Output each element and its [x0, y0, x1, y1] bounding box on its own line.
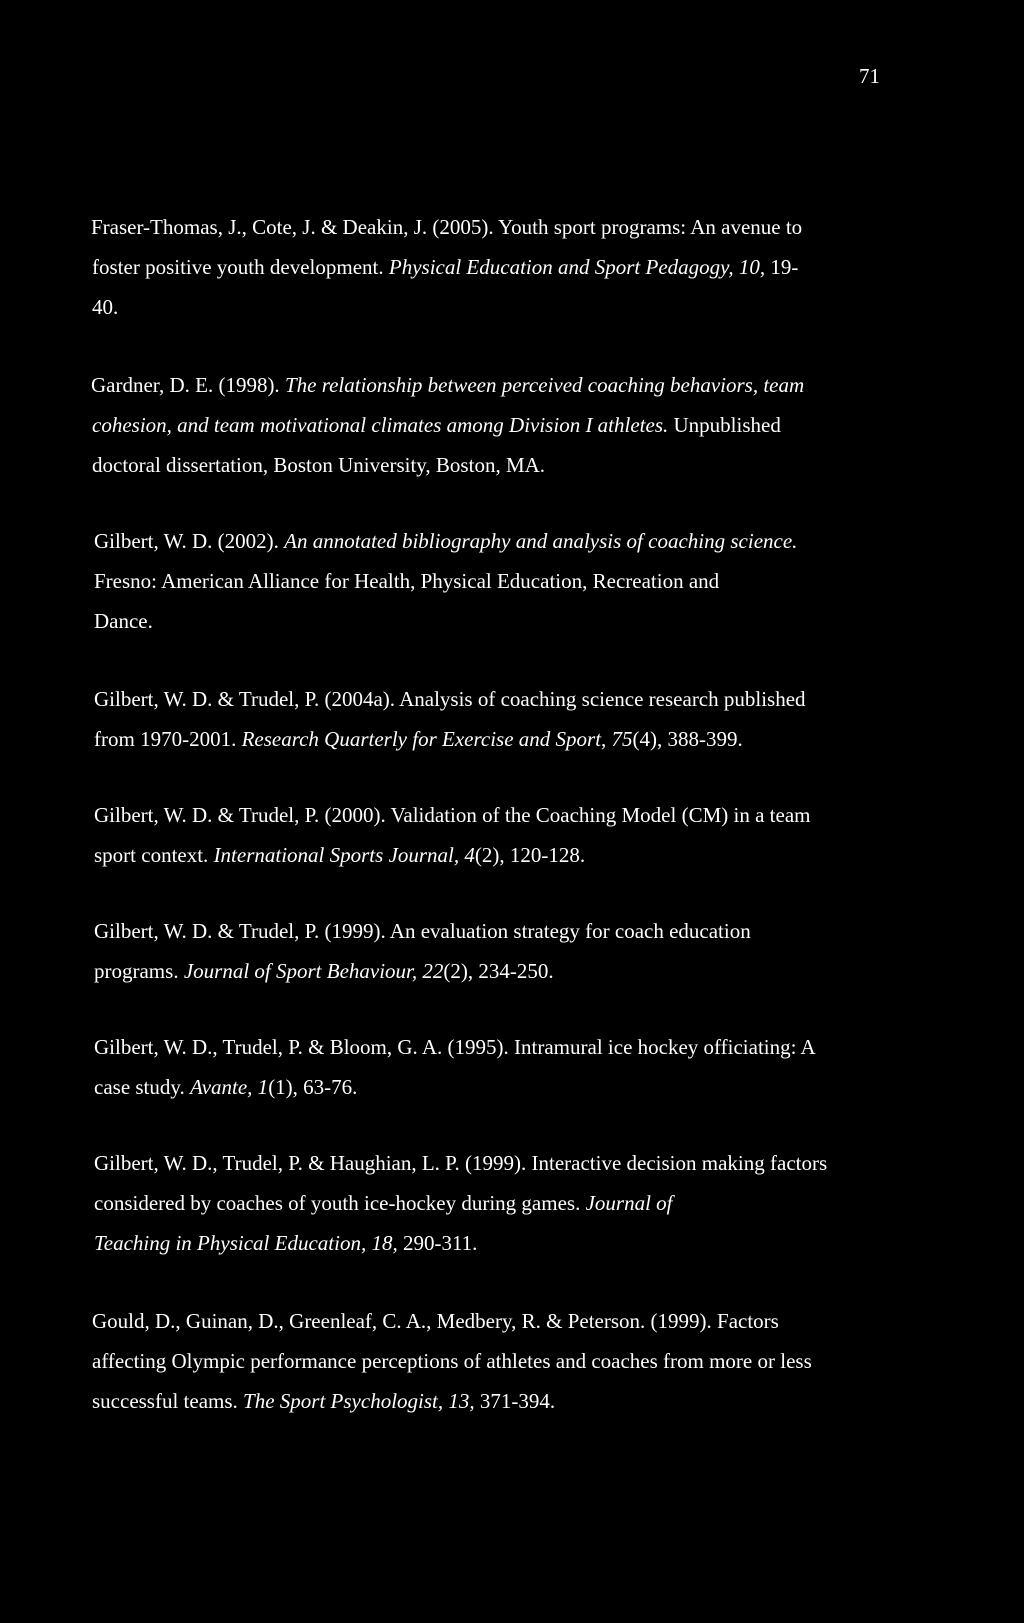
reference-first-line [91, 365, 884, 405]
reference-text: 40. [92, 295, 119, 319]
reference-continuation-line [92, 247, 884, 287]
reference-first-line [92, 1301, 884, 1341]
reference-entry [91, 207, 884, 327]
reference-italic-text: An annotated bibliography and analysis of coaching science. [284, 529, 798, 553]
reference-text: Gilbert, W. D., Trudel, P. & Haughian, L. P. (1999). Interactive decision making factors [94, 1151, 828, 1175]
reference-text: (2), 234-250. [443, 959, 554, 983]
reference-continuation-line [94, 561, 884, 601]
reference-entry [94, 1143, 884, 1263]
reference-text: Gilbert, W. D. & Trudel, P. (2004a). Analysis of coaching science research published [94, 687, 806, 711]
reference-text: foster positive youth development. [92, 255, 389, 279]
reference-italic-text: Journal of [585, 1191, 673, 1215]
reference-entry [91, 365, 884, 485]
reference-text: Gilbert, W. D. & Trudel, P. (1999). An evaluation strategy for coach education [94, 919, 751, 943]
reference-italic-text: Physical Education and Sport Pedagogy, 10, [388, 255, 766, 279]
reference-continuation-line [92, 287, 884, 327]
reference-continuation-line [92, 1341, 884, 1381]
reference-italic-text: International Sports Journal, 4 [213, 843, 475, 867]
reference-text: from 1970-2001. [94, 727, 242, 751]
reference-text: Fraser-Thomas, J., Cote, J. & Deakin, J. (2005). Youth sport programs: An avenue to [91, 215, 803, 239]
reference-text: considered by coaches of youth ice-hockey during games. [94, 1191, 586, 1215]
reference-text: 19- [765, 255, 799, 279]
reference-italic-text: The Sport Psychologist, 13, [243, 1389, 475, 1413]
reference-text: (2), 120-128. [474, 843, 586, 867]
reference-text: 290-311. [397, 1231, 478, 1255]
reference-continuation-line [94, 719, 884, 759]
reference-italic-text: Teaching in Physical Education, 18, [94, 1231, 398, 1255]
reference-first-line [94, 1143, 884, 1183]
reference-entry [94, 679, 884, 759]
reference-list [91, 207, 884, 1421]
reference-italic-text: cohesion, and team motivational climates among Division I athletes. [92, 413, 669, 437]
reference-entry [94, 911, 884, 991]
reference-first-line [94, 1027, 884, 1067]
reference-entry [94, 1027, 884, 1107]
reference-text: 371-394. [474, 1389, 556, 1413]
reference-text: Gilbert, W. D. (2002). [94, 529, 285, 553]
reference-text: (4), 388-399. [632, 727, 743, 751]
reference-text: (1), 63-76. [268, 1075, 358, 1099]
reference-continuation-line [92, 445, 884, 485]
reference-continuation-line [94, 835, 884, 875]
reference-first-line [94, 521, 884, 561]
reference-text: Gilbert, W. D. & Trudel, P. (2000). Validation of the Coaching Model (CM) in a team [94, 803, 811, 827]
reference-italic-text: Research Quarterly for Exercise and Sport, 75 [241, 727, 633, 751]
reference-italic-text: Journal of Sport Behaviour, 22 [183, 959, 444, 983]
reference-continuation-line [94, 1183, 884, 1223]
reference-text: Dance. [94, 609, 153, 633]
reference-entry [94, 1301, 884, 1421]
reference-italic-text: Avante, 1 [190, 1075, 269, 1099]
reference-entry [94, 521, 884, 641]
reference-text: case study. [94, 1075, 191, 1099]
page-number: 71 [859, 64, 880, 88]
reference-text: Fresno: American Alliance for Health, Physical Education, Recreation and [94, 569, 720, 593]
reference-text: doctoral dissertation, Boston University, Boston, MA. [92, 453, 546, 477]
reference-text: successful teams. [92, 1389, 244, 1413]
reference-text: Gardner, D. E. (1998). [91, 373, 285, 397]
reference-first-line [94, 795, 884, 835]
reference-text: affecting Olympic performance perceptions of athletes and coaches from more or less [92, 1349, 812, 1373]
reference-continuation-line [94, 1223, 884, 1263]
reference-italic-text: The relationship between perceived coaching behaviors, team [284, 373, 805, 397]
reference-entry [94, 795, 884, 875]
reference-first-line [94, 911, 884, 951]
reference-continuation-line [94, 601, 884, 641]
reference-text: Gilbert, W. D., Trudel, P. & Bloom, G. A. (1995). Intramural ice hockey officiating: A [94, 1035, 816, 1059]
reference-continuation-line [94, 1067, 884, 1107]
reference-continuation-line [92, 1381, 884, 1421]
reference-text: Gould, D., Guinan, D., Greenleaf, C. A., Medbery, R. & Peterson. (1999). Factors [92, 1309, 779, 1333]
reference-continuation-line [94, 951, 884, 991]
reference-first-line [91, 207, 884, 247]
reference-text: sport context. [94, 843, 214, 867]
reference-text: programs. [94, 959, 184, 983]
reference-continuation-line [92, 405, 884, 445]
reference-first-line [94, 679, 884, 719]
reference-text: Unpublished [668, 413, 781, 437]
